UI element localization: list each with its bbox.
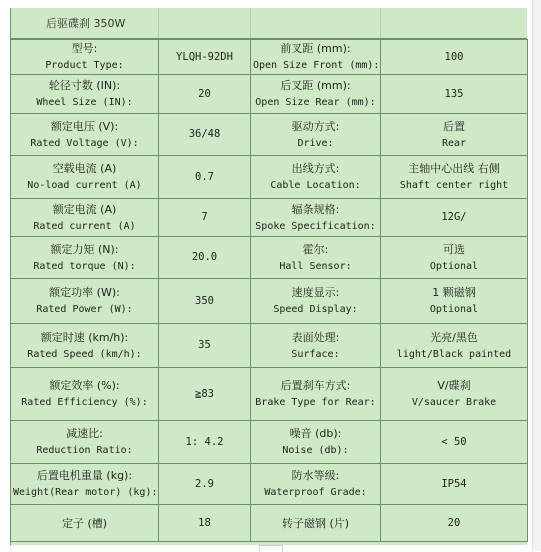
label-en: Wheel Size (IN):: [36, 97, 133, 108]
value-cell: [381, 40, 528, 75]
table-row: [11, 75, 528, 114]
label-cn: 后置刹车方式:: [280, 379, 351, 392]
label-cell: [11, 114, 159, 156]
value-cell: [159, 279, 251, 324]
label-cell: [11, 505, 159, 542]
value-text: 12G/: [441, 211, 467, 223]
value-cell: [159, 237, 251, 279]
label-en: Rated Efficiency (%):: [21, 397, 148, 408]
label-cn: 额定力矩 (N):: [50, 242, 119, 256]
label-cell: [251, 75, 381, 114]
value-cell: [381, 368, 528, 421]
label-cell: [251, 199, 381, 237]
title-gridline: [380, 8, 381, 38]
value-cell: [159, 505, 251, 542]
label-cn: 驱动方式:: [291, 119, 340, 133]
value-cell: [381, 199, 528, 237]
label-cn: 后置电机重量 (kg):: [36, 469, 133, 482]
label-cell: [11, 464, 159, 505]
label-cn: 额定功率 (W):: [49, 286, 120, 299]
label-cell: [251, 421, 381, 464]
value-cn: 光亮/黑色: [430, 330, 478, 344]
label-en: Rated torque (N):: [33, 260, 136, 272]
label-cell: [251, 40, 381, 75]
value-text: 100: [444, 50, 464, 63]
table-row: [11, 368, 528, 421]
value-cell: [159, 199, 251, 237]
label-cn: 转子磁钢 (片): [281, 516, 350, 530]
value-cn: 1 颗磁钢: [432, 286, 476, 299]
value-cell: [381, 324, 528, 368]
value-text: 2.9: [195, 477, 214, 490]
label-cell: [251, 368, 381, 421]
label-cn: 前叉距 (mm):: [280, 42, 351, 55]
label-en: Rated Voltage (V):: [30, 137, 139, 149]
value-cell: [381, 75, 528, 114]
value-text: 20: [198, 87, 211, 100]
title-gridline: [158, 8, 159, 38]
table-row: [11, 421, 528, 464]
label-en: Speed Display:: [273, 304, 358, 315]
table-row: [11, 237, 528, 279]
value-text: 1: 4.2: [185, 435, 224, 448]
label-cn: 后叉距 (mm):: [280, 79, 351, 92]
label-en: Reduction Ratio:: [36, 445, 133, 456]
label-cn: 额定电压 (V):: [50, 119, 119, 133]
value-cn: 主轴中心出线 右侧: [408, 162, 500, 175]
value-cn: V/碟刹: [437, 379, 471, 392]
label-en: Rated Power (W):: [36, 304, 133, 315]
label-cn: 辐条规格:: [291, 202, 340, 216]
value-text: 35: [198, 339, 211, 351]
value-text: 350: [195, 294, 214, 307]
value-cn: 后置: [443, 119, 465, 133]
label-cell: [251, 279, 381, 324]
label-cell: [251, 237, 381, 279]
label-cell: [251, 156, 381, 199]
label-cn: 表面处理:: [291, 330, 340, 344]
label-en: Open Size Rear (mm):: [255, 97, 376, 108]
sheet-title: 后驱碟刹 350W: [46, 17, 126, 30]
table-row: [11, 279, 528, 324]
value-en: Rear: [441, 137, 467, 149]
table-row: [11, 324, 528, 368]
table-row: [11, 156, 528, 199]
label-en: No-load current (A): [27, 180, 142, 191]
label-en: Cable Location:: [270, 180, 361, 191]
value-cell: [159, 75, 251, 114]
label-en: Spoke Specification:: [255, 220, 376, 232]
vertical-scrollbar[interactable]: [532, 0, 541, 551]
label-cell: [251, 464, 381, 505]
value-cell: [159, 464, 251, 505]
table-row: [11, 114, 528, 156]
value-cn: 可选: [443, 242, 465, 256]
value-text: 135: [444, 87, 464, 100]
label-en: Open Size Front (mm):: [253, 60, 380, 71]
spec-table: [10, 39, 528, 542]
table-row: [11, 505, 528, 542]
value-cell: [381, 237, 528, 279]
label-cn: 额定效率 (%):: [49, 379, 120, 392]
label-cell: [251, 505, 381, 542]
value-en: V/saucer Brake: [411, 397, 497, 408]
table-row: [11, 199, 528, 237]
value-cell: [159, 40, 251, 75]
label-cn: 型号:: [71, 42, 98, 55]
label-cn: 定子 (槽): [61, 516, 108, 530]
label-en: Product Type:: [45, 60, 124, 71]
label-cell: [11, 156, 159, 199]
label-cn: 速度显示:: [291, 286, 340, 299]
label-cn: 轮径寸数 (IN):: [48, 79, 121, 92]
value-text: IP54: [441, 477, 467, 490]
value-en: light/Black painted: [396, 348, 512, 360]
label-cell: [251, 324, 381, 368]
label-cn: 防水等级:: [291, 469, 340, 482]
value-text: 20: [447, 516, 461, 529]
label-cell: [11, 421, 159, 464]
label-cn: 减速比:: [66, 427, 103, 440]
value-cell: [381, 279, 528, 324]
label-en: Surface:: [291, 348, 340, 360]
value-text: 7: [201, 211, 208, 223]
label-en: Rated current (A): [33, 220, 136, 232]
value-en: Shaft center right: [399, 180, 509, 191]
value-text: 18: [198, 516, 211, 529]
value-text: 20.0: [191, 251, 218, 263]
label-cell: [11, 368, 159, 421]
label-cell: [11, 75, 159, 114]
value-cell: [381, 156, 528, 199]
label-cn: 霍尔:: [302, 242, 329, 256]
label-en: Drive:: [297, 137, 334, 149]
label-cell: [11, 237, 159, 279]
label-cn: 出线方式:: [291, 162, 340, 175]
label-cell: [11, 199, 159, 237]
label-cn: 额定电流 (A): [52, 202, 117, 216]
value-text: YLQH-92DH: [176, 50, 233, 63]
value-cell: [159, 114, 251, 156]
spec-sheet: [10, 8, 527, 545]
value-cell: [159, 156, 251, 199]
table-row: [11, 40, 528, 75]
label-cn: 空载电流 (A): [52, 162, 117, 175]
label-en: Hall Sensor:: [279, 260, 352, 272]
value-cell: [381, 505, 528, 542]
value-text: ≧83: [195, 387, 214, 400]
label-en: Weight(Rear motor) (kg):: [13, 487, 158, 498]
label-cell: [251, 114, 381, 156]
value-en: Optional: [429, 304, 479, 315]
value-text: < 50: [441, 435, 467, 448]
table-row: [11, 464, 528, 505]
title-gridline: [250, 8, 251, 38]
value-cell: [381, 421, 528, 464]
label-cn: 额定时速 (km/h):: [40, 330, 129, 344]
label-en: Waterproof Grade:: [264, 487, 367, 498]
value-cell: [381, 114, 528, 156]
label-en: Noise (db):: [282, 445, 349, 456]
label-cell: [11, 279, 159, 324]
label-en: Rated Speed (km/h):: [27, 348, 142, 360]
value-cell: [159, 324, 251, 368]
title-row: [10, 8, 527, 39]
label-en: Brake Type for Rear:: [255, 397, 376, 408]
value-cell: [159, 368, 251, 421]
value-cell: [381, 464, 528, 505]
label-cell: [11, 324, 159, 368]
value-text: 0.7: [195, 170, 214, 183]
value-en: Optional: [429, 260, 479, 272]
label-cell: [11, 40, 159, 75]
value-text: 36/48: [188, 128, 221, 140]
label-cn: 噪音 (db):: [289, 427, 342, 440]
value-cell: [159, 421, 251, 464]
